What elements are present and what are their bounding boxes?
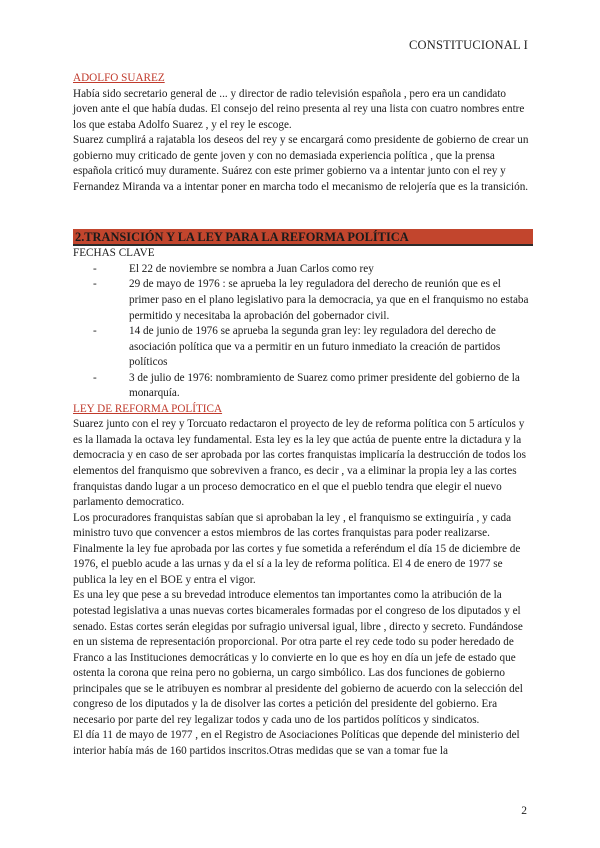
adolfo-paragraph-2: Suarez cumplirá a rajatabla los deseos del rey y se encargará como presidente de gobierno de crear un gobierno muy criticado de gente joven y con no demasiada experiencia política , que la prensa española criticó muy duramente. Suárez con este primer gobierno va a intentar junto con el rey y Fernandez Miranda va a intentar poner en marcha todo el mecanismo de relojería que es la transición. [73, 134, 529, 193]
section-title: 2.TRANSICIÓN Y LA LEY PARA LA REFORMA POLÍTICA [75, 230, 409, 245]
list-item: - 3 de julio de 1976: nombramiento de Suarez como primer presidente del gobierno de la monarquía. [113, 371, 533, 402]
page-content [73, 71, 533, 759]
running-header: CONSTITUCIONAL I [408, 38, 528, 52]
page-number: 2 [521, 805, 527, 817]
section-title-bar [73, 229, 533, 246]
adolfo-paragraph-1: Había sido secretario general de ... y director de radio televisión española , pero era un candidato joven ante el que había dudas. El consejo del reino presenta al rey una lista con cuatro nombres entre los que estaba Adolfo Suarez , y el rey le escoge. [73, 87, 525, 131]
adolfo-suarez-heading[interactable]: ADOLFO SUAREZ [73, 72, 165, 84]
ley-paragraph-1: Suarez junto con el rey y Torcuato redactaron el proyecto de ley de reforma política con 5 artículos y es la llamada la octava ley fundamental. Esta ley es la ley que actúa de puente entre la dictadura y la democracia y en caso de ser aprobada por las cortes franquistas implicaría la destrucción de todos los elementos del franquismo que sobreviven a franco, es decir , va a eliminar la propia ley a las cortes franquistas dando lugar a un proceso democratico en el que el pueblo tendra que elegir el nuevo parlamento democratico. [73, 418, 526, 509]
list-item: - 14 de junio de 1976 se aprueba la segunda gran ley: ley reguladora del derecho de asociación política que va a permitir en un futuro inmediato la creación de partidos políticos [113, 324, 533, 371]
ley-paragraph-4: El día 11 de mayo de 1977 , en el Registro de Asociaciones Políticas que depende del ministerio del interior había más de 160 partidos inscritos.Otras medidas que se van a tomar fue la [73, 729, 520, 757]
list-item: - El 22 de noviembre se nombra a Juan Carlos como rey [113, 262, 533, 278]
ley-paragraph-3: Es una ley que pese a su brevedad introduce elementos tan importantes como la atribución de la potestad legislativa a unas nuevas cortes bicamerales formadas por el congreso de los diputados y el senado. Estas cortes serán elegidas por sufragio universal igual, libre , directo y secreto. Fundándose en un sistema de representación proporcional. Por otra parte el rey cede todo su poder heredado de Franco a las Instituciones democráticas y lo convierte en lo que es hoy en día un jefe de estado que ostenta la corona que reina pero no gobierna, un cargo simbólico. Las dos funciones de gobierno principales que se le atribuyen es nombrar al presidente del gobierno de acuerdo con la selección del congreso de los diputados y la de disolver las cortes a petición del presidente del gobierno. Era necesario por parte del rey legalizar todos y cada uno de los partidos políticos y sindicatos. [73, 589, 523, 726]
ley-paragraph-2: Los procuradores franquistas sabían que si aprobaban la ley , el franquismo se extinguiría , y cada ministro tuvo que convencer a estos miembros de las cortes franquistas para poder realizarse. Finalmente la ley fue aprobada por las cortes y fue sometida a referéndum el día 15 de diciembre de 1976, el pueblo acude a las urnas y da el sí a la ley de reforma política. El 4 de enero de 1977 se publica la ley en el BOE y entra el vigor. [73, 511, 521, 586]
fechas-clave-label: FECHAS CLAVE [73, 247, 155, 260]
ley-reforma-heading[interactable]: LEY DE REFORMA POLÍTICA [73, 402, 223, 415]
key-dates-list [73, 262, 533, 402]
list-item: - 29 de mayo de 1976 : se aprueba la ley reguladora del derecho de reunión que es el primer paso en el plano legislativo para la democracia, ya que en el franquismo no estaba permitido y necesitaba la aprobación del gobernador civil. [113, 277, 533, 324]
